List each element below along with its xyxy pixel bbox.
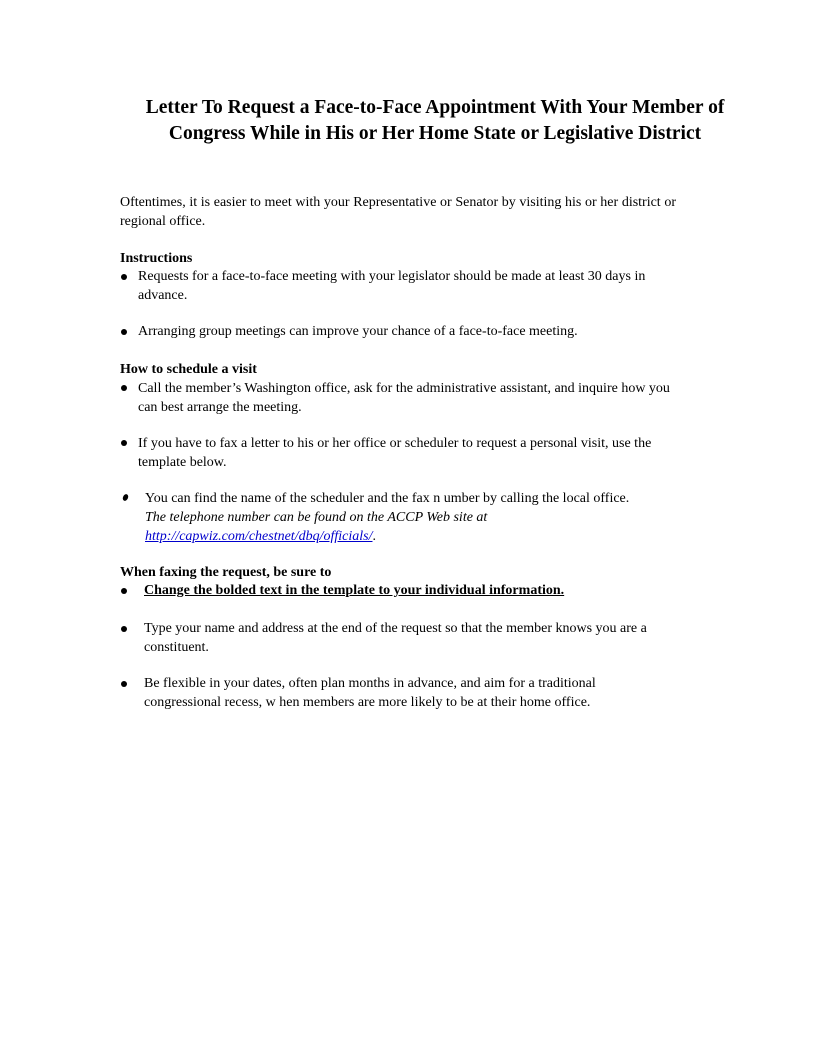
faxing-item-2: Type your name and address at the end of the request so that the member knows you are a constituent. — [144, 621, 647, 655]
schedule-item-3-line-2: The telephone number can be found on the ACCP Web site at — [145, 510, 488, 525]
intro-paragraph: Oftentimes, it is easier to meet with your Representative or Senator by visiting his or her district or regional office. — [120, 195, 676, 229]
bullet-icon — [121, 385, 127, 391]
bullet-icon — [121, 440, 127, 446]
faxing-item-3: Be flexible in your dates, often plan months in advance, and aim for a traditional congressional recess, w hen members are more likely to be at their home office. — [144, 676, 596, 710]
bullet-icon — [121, 681, 127, 687]
officials-link[interactable]: http://capwiz.com/chestnet/dbq/officials/ — [145, 529, 373, 544]
bullet-icon — [121, 329, 127, 335]
schedule-heading: How to schedule a visit — [120, 362, 257, 377]
link-period: . — [372, 529, 376, 544]
schedule-item-3 — [145, 489, 705, 546]
schedule-item-2: If you have to fax a letter to his or her office or scheduler to request a personal visit, use the template below. — [138, 436, 652, 470]
title-line-2: Congress While in His or Her Home State or Legislative District — [168, 123, 702, 144]
instructions-item-2: Arranging group meetings can improve your chance of a face-to-face meeting. — [138, 324, 578, 339]
instructions-heading: Instructions — [120, 251, 193, 266]
bullet-icon — [121, 274, 127, 280]
schedule-item-1: Call the member’s Washington office, ask for the administrative assistant, and inquire how you can best arrange the meeting. — [138, 381, 670, 415]
bullet-icon — [122, 493, 129, 501]
bullet-icon — [121, 626, 127, 632]
instructions-item-1: Requests for a face-to-face meeting with your legislator should be made at least 30 days in advance. — [138, 269, 646, 303]
bullet-icon — [121, 588, 127, 594]
schedule-item-3-line-1: You can find the name of the scheduler and the fax n umber by calling the local office. — [145, 491, 630, 506]
document-title — [100, 95, 770, 147]
faxing-item-1: Change the bolded text in the template to your individual information. — [144, 583, 565, 598]
title-line-1: Letter To Request a Face-to-Face Appointment With Your Member of — [145, 97, 725, 118]
faxing-heading: When faxing the request, be sure to — [120, 565, 332, 580]
